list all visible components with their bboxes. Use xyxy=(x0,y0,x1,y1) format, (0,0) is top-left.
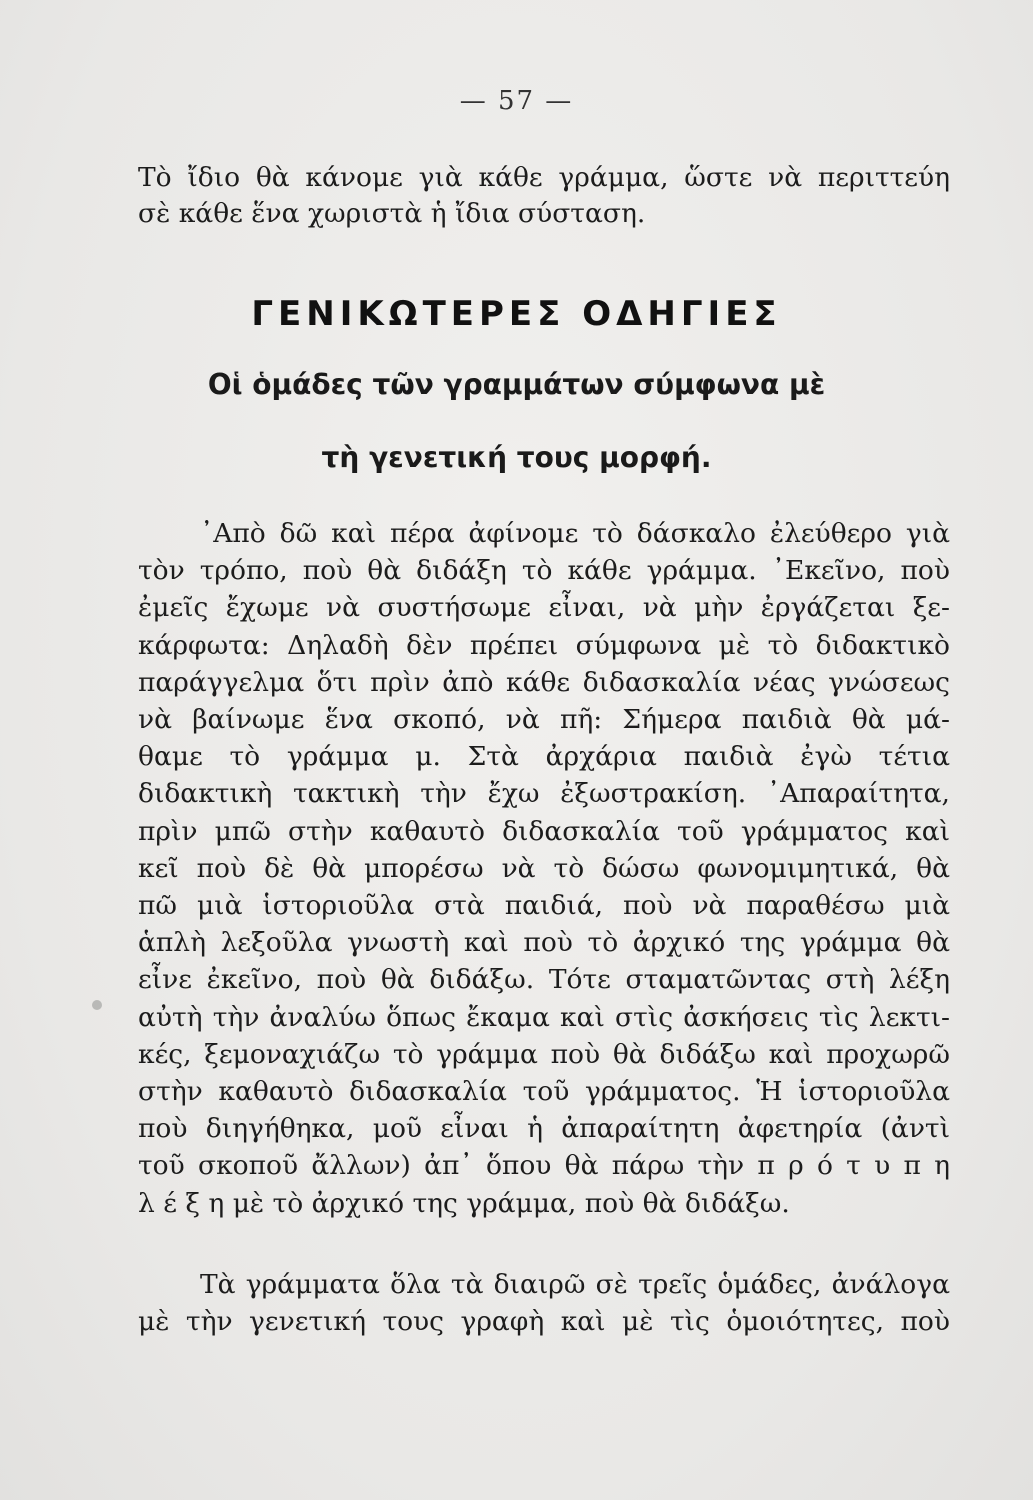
text-line: εἶνε ἐκεῖνο, ποὺ θὰ διδάξω. Τότε σταματῶντας στὴ λέξη xyxy=(138,964,950,996)
margin-dot-mark xyxy=(92,1000,102,1010)
section-heading: ΓΕΝΙΚΩΤΕΡΕΣ ΟΔΗΓΙΕΣ xyxy=(251,294,782,334)
text-line: ᾿Απὸ δῶ καὶ πέρα ἀφίνομε τὸ δάσκαλο ἐλεύθερο γιὰ xyxy=(200,518,950,549)
text-line: αὐτὴ τὴν ἀναλύω ὅπως ἔκαμα καὶ στὶς ἀσκήσεις τὶς λεκτι- xyxy=(138,1001,950,1033)
body-paragraph-1 xyxy=(138,515,950,1222)
text-line: κές, ξεμοναχιάζω τὸ γράμμα ποὺ θὰ διδάξω καὶ προχωρῶ xyxy=(138,1038,950,1070)
text-line: νὰ βαίνωμε ἕνα σκοπό, νὰ πῆ: Σήμερα παιδιὰ θὰ μά- xyxy=(138,704,950,736)
text-line: πρὶν μπῶ στὴν καθαυτὸ διδασκαλία τοῦ γράμματος καὶ xyxy=(138,815,950,847)
page-number: — 57 — xyxy=(459,86,574,116)
text-line: Τὰ γράμματα ὅλα τὰ διαιρῶ σὲ τρεῖς ὁμάδες, ἀνάλογα xyxy=(200,1269,950,1300)
text-line: θαμε τὸ γράμμα μ. Στὰ ἀρχάρια παιδιὰ ἐγὼ τέτια xyxy=(138,741,950,773)
intro-paragraph xyxy=(138,160,950,232)
subheading-line: Οἱ ὁμάδες τῶν γραμμάτων σύμφωνα μὲ xyxy=(207,368,826,401)
text-line: ποὺ διηγήθηκα, μοῦ εἶναι ἡ ἀπαραίτητη ἀφετηρία (ἀντὶ xyxy=(138,1113,950,1145)
text-line: τοῦ σκοποῦ ἄλλων) ἀπ᾿ ὅπου θὰ πάρω τὴν π ρ ό τ υ π η xyxy=(138,1150,950,1182)
text-line: κεῖ ποὺ δὲ θὰ μπορέσω νὰ τὸ δώσω φωνομιμητικά, θὰ xyxy=(138,852,950,884)
text-line: παράγγελμα ὅτι πρὶν ἀπὸ κάθε διδασκαλία νέας γνώσεως xyxy=(138,666,950,698)
text-line: Τὸ ἴδιο θὰ κάνομε γιὰ κάθε γράμμα, ὥστε νὰ περιττεύη xyxy=(138,162,950,193)
text-line: ἐμεῖς ἔχωμε νὰ συστήσωμε εἶναι, νὰ μὴν ἐργάζεται ξε- xyxy=(138,592,950,624)
text-line: ἁπλὴ λεξοῦλα γνωστὴ καὶ ποὺ τὸ ἀρχικό της γράμμα θὰ xyxy=(138,927,950,959)
body-paragraph-2 xyxy=(138,1266,950,1340)
text-line: κάρφωτα: Δηλαδὴ δὲν πρέπει σύμφωνα μὲ τὸ διδακτικὸ xyxy=(138,629,950,661)
text-line: στὴν καθαυτὸ διδασκαλία τοῦ γράμματος. Ἡ ἱστοριοῦλα xyxy=(138,1076,950,1108)
text-line: λ έ ξ η μὲ τὸ ἀρχικό της γράμμα, ποὺ θὰ διδάξω. xyxy=(138,1187,790,1219)
text-line: διδακτικὴ τακτικὴ τὴν ἔχω ἐξωστρακίση. ᾿Απαραίτητα, xyxy=(138,778,950,810)
text-line: σὲ κάθε ἕνα χωριστὰ ἡ ἴδια σύσταση. xyxy=(138,198,646,229)
text-line: τὸν τρόπο, ποὺ θὰ διδάξη τὸ κάθε γράμμα. ᾿Εκεῖνο, ποὺ xyxy=(138,555,950,587)
text-line: πῶ μιὰ ἱστοριοῦλα στὰ παιδιά, ποὺ νὰ παραθέσω μιὰ xyxy=(138,890,950,922)
subheading-line: τὴ γενετική τους μορφή. xyxy=(321,441,712,474)
text-line: μὲ τὴν γενετική τους γραφὴ καὶ μὲ τὶς ὁμοιότητες, ποὺ xyxy=(138,1306,950,1338)
